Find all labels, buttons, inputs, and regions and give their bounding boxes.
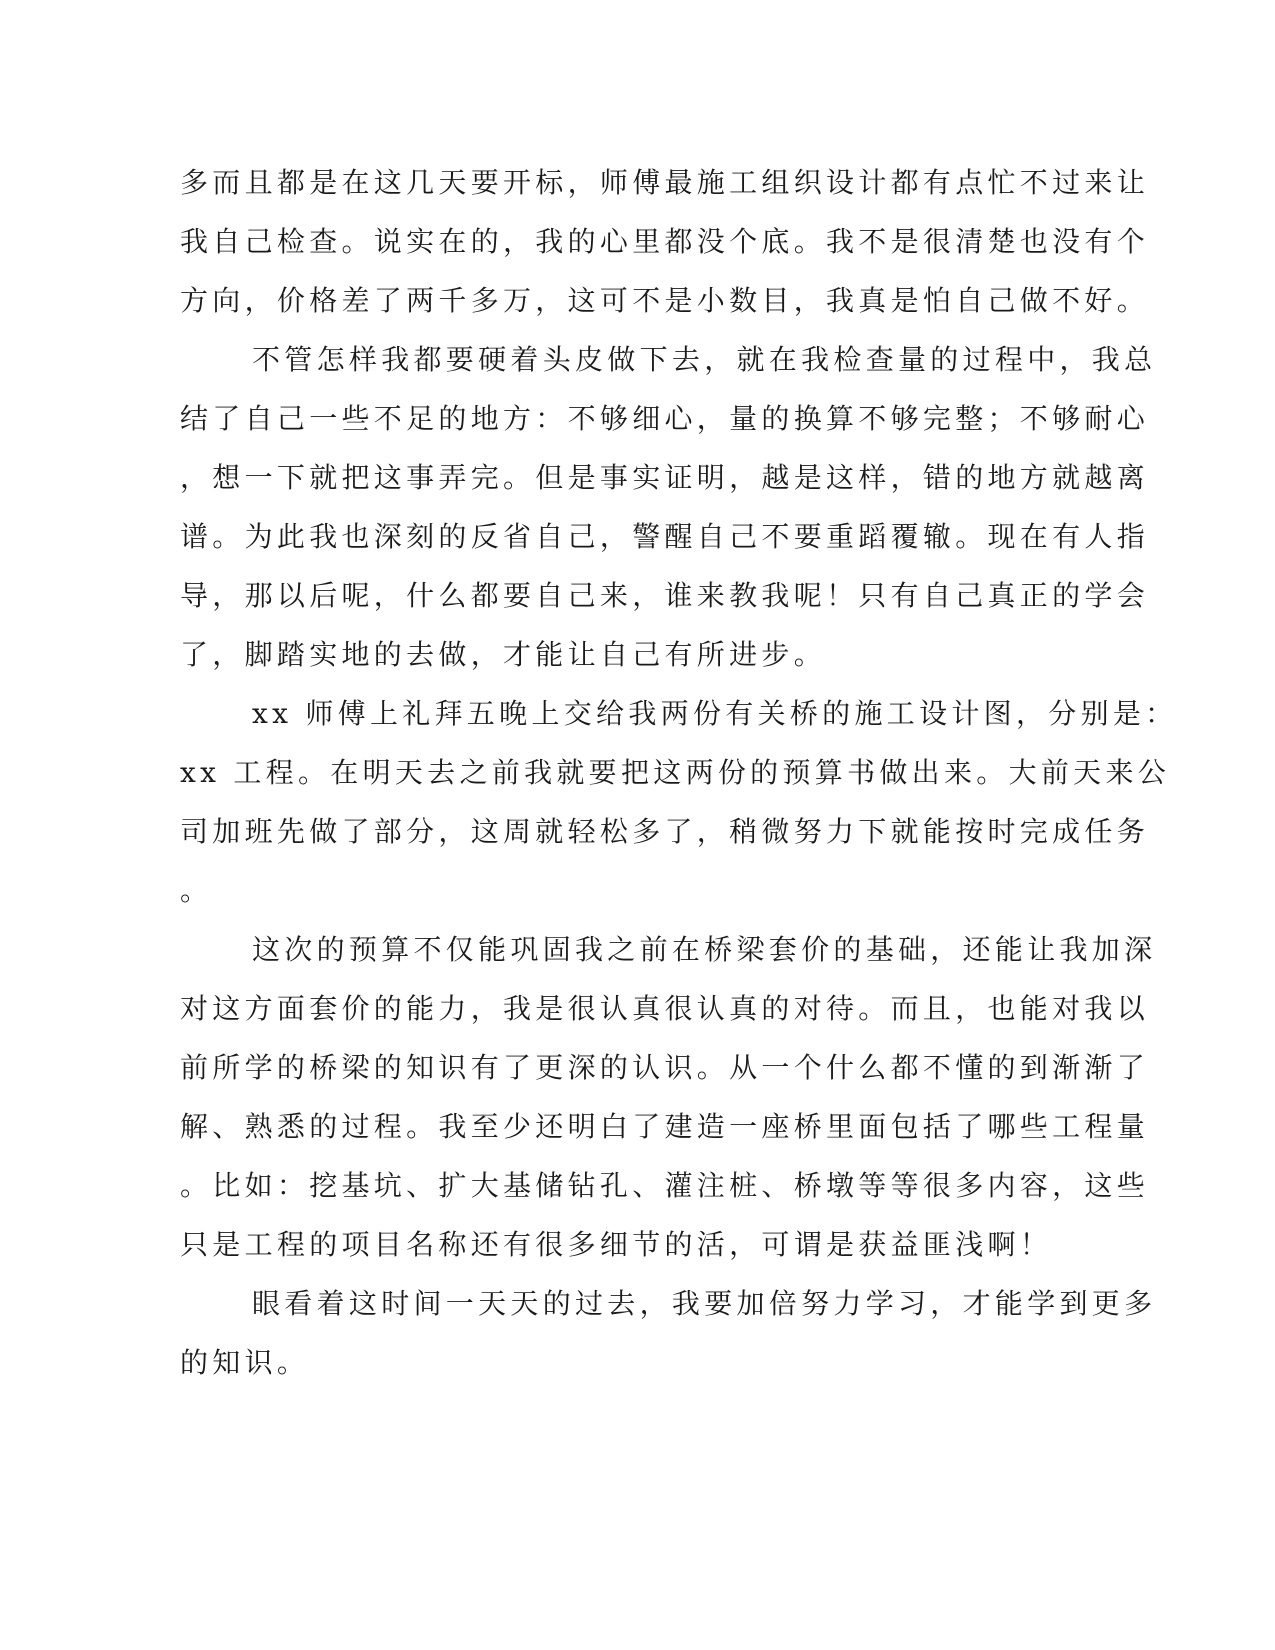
text-line: xx 工程。在明天去之前我就要把这两份的预算书做出来。大前天来公: [180, 756, 1171, 789]
text-line: 。比如：挖基坑、扩大基储钻孔、灌注桩、桥墩等等很多内容，这些: [180, 1169, 1150, 1202]
text-line: 司加班先做了部分，这周就轻松多了，稍微努力下就能按时完成任务: [180, 815, 1150, 848]
text-line: 导，那以后呢，什么都要自己来，谁来教我呢！只有自己真正的学会: [180, 579, 1150, 612]
text-line: 我自己检查。说实在的，我的心里都没个底。我不是很清楚也没有个: [180, 225, 1150, 258]
document-body: [180, 153, 1178, 1392]
paragraph-first-line: 这次的预算不仅能巩固我之前在桥梁套价的基础，还能让我加深: [252, 933, 1157, 966]
text-line: 对这方面套价的能力，我是很认真很认真的对待。而且，也能对我以: [180, 992, 1150, 1025]
text-line: 解、熟悉的过程。我至少还明白了建造一座桥里面包括了哪些工程量: [180, 1110, 1150, 1143]
text-line: 。: [180, 874, 213, 907]
text-line: 方向，价格差了两千多万，这可不是小数目，我真是怕自己做不好。: [180, 284, 1150, 317]
text-line: 多而且都是在这几天要开标，师傅最施工组织设计都有点忙不过来让: [180, 166, 1150, 199]
text-line: ，想一下就把这事弄完。但是事实证明，越是这样，错的地方就越离: [180, 461, 1150, 494]
text-line: 了，脚踏实地的去做，才能让自己有所进步。: [180, 638, 827, 671]
text-line: 只是工程的项目名称还有很多细节的活，可谓是获益匪浅啊！: [180, 1228, 1053, 1261]
paragraph-first-line: xx 师傅上礼拜五晚上交给我两份有关桥的施工设计图，分别是：: [252, 697, 1178, 730]
text-line: 前所学的桥梁的知识有了更深的认识。从一个什么都不懂的到渐渐了: [180, 1051, 1150, 1084]
text-line: 的知识。: [180, 1346, 310, 1379]
paragraph-first-line: 不管怎样我都要硬着头皮做下去，就在我检查量的过程中，我总: [252, 343, 1157, 376]
text-line: 谱。为此我也深刻的反省自己，警醒自己不要重蹈覆辙。现在有人指: [180, 520, 1150, 553]
text-line: 结了自己一些不足的地方：不够细心，量的换算不够完整；不够耐心: [180, 402, 1150, 435]
paragraph-first-line: 眼看着这时间一天天的过去，我要加倍努力学习，才能学到更多: [252, 1287, 1157, 1320]
